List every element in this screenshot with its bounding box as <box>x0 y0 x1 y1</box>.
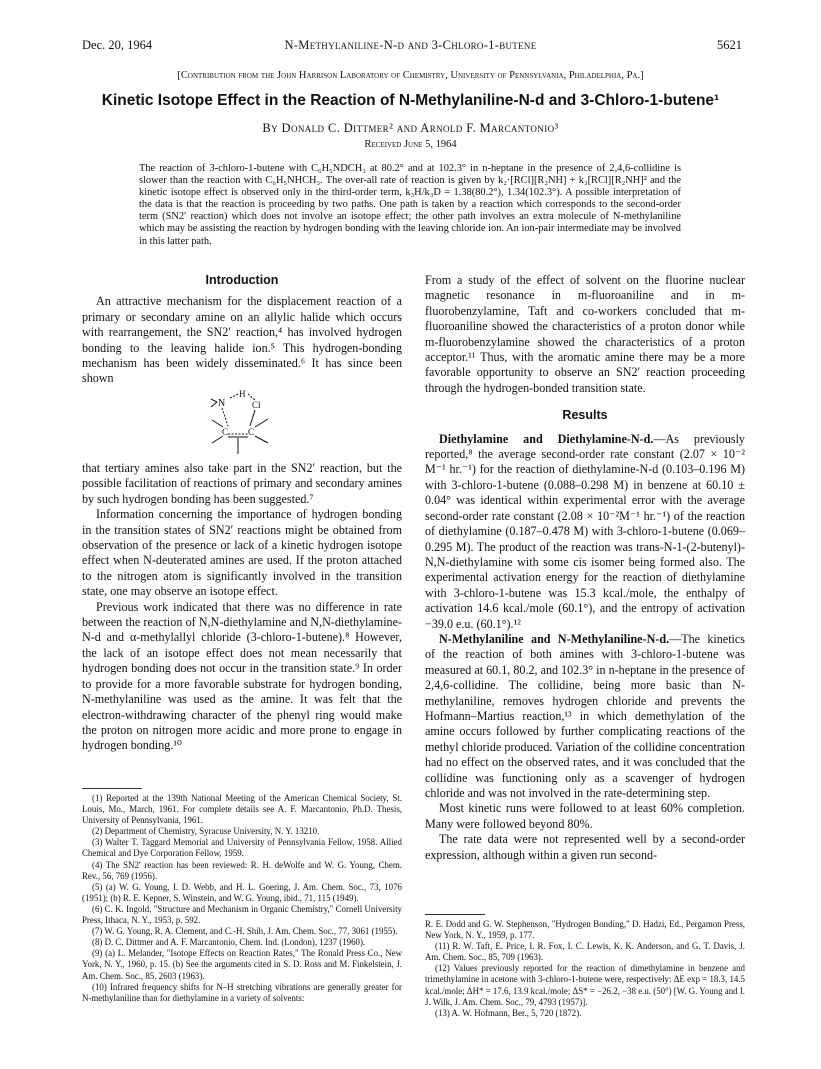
paragraph-continued: From a study of the effect of solvent on the fluorine nuclear magnetic resonance in m-fluoroaniline and in m-fluorobenzylamine, Taft and co-workers concluded that m-fluoroaniline showed the characteristics of a proton donor while m-fluorobenzylamine showed the characteristics of a proton acceptor.¹¹ Thus, with the aromatic amine there may be a more favorable opportunity to observe an SN2′ reaction proceeding through the hydrogen-bonded transition state. <box>425 273 745 395</box>
atom-label-cl: Cl <box>252 400 261 410</box>
footnote-7: (7) W. G. Young, R. A. Clement, and C.-H. Shih, J. Am. Chem. Soc., 77, 3061 (1955). <box>92 926 398 937</box>
rate-data-paragraph: The rate data were not represented well by a second-order expression, although within a given run second- <box>425 832 745 862</box>
subheading-methylaniline: N-Methylaniline and N-Methylaniline-N-d. <box>439 631 670 646</box>
footnote-5: (5) (a) W. G. Young, I. D. Webb, and H. L. Goering, J. Am. Chem. Soc., 73, 1076 (1951); (b) R. E. Kepner, S. Winstein, and W. G. Young, ibid., 71, 115 (1949). <box>82 881 402 903</box>
intro-paragraph-1: An attractive mechanism for the displacement reaction of a primary or secondary amine on an allylic halide which occurs with rearrangement, the SN2′ reaction,⁴ has involved hydrogen bonding to the leaving halide ion.⁵ This hydrogen-bonding mechanism has been widely disseminated.⁶ It has since been shown <box>82 294 402 386</box>
kinetic-runs-paragraph: Most kinetic runs were followed to at least 60% completion. Many were followed beyond 80%. <box>425 801 745 831</box>
running-header-date: Dec. 20, 1964 <box>82 38 153 52</box>
atom-label-n: N <box>218 398 226 409</box>
footnote-12: (12) Values previously reported for the reaction of dimethylamine in benzene and trimethylamine in acetone with 3-chloro-1-butene were, respectively: ΔE exp = 18.3, 14.5 kcal./mole; ΔH* = 17.6, 13.9 kcal./mole; ΔS* = −26.2, −38 e.u. (50°) [W. G. Young and I. J. Wilk, J. Am. Chem. Soc., 79, 4793 (1957)]. <box>425 963 745 1007</box>
results-methylaniline <box>425 632 745 801</box>
footnote-3: (3) Walter T. Taggard Memorial and University of Pennsylvania Fellow, 1958. Allied Chemical and Dye Corporation Fellow, 1959. <box>82 837 402 859</box>
intro-paragraph-2: Information concerning the importance of hydrogen bonding in the transition states of SN2′ reactions might be obtained from observation of the presence or lack of a kinetic hydrogen isotope effect when N-deuterated amines are used. If the proton attached to the nitrogen atom is significantly involved in the transition state, one may observe an isotope effect. <box>82 507 402 599</box>
right-column-body <box>425 273 745 863</box>
left-column-top <box>82 273 402 387</box>
intro-paragraph-1-continued: that tertiary amines also take part in the SN2′ reaction, but the possible facilitation of reactions of primary and secondary amines by such hydrogen bonding has been suggested.⁷ <box>82 461 402 506</box>
footnote-rule-left <box>82 788 142 789</box>
results-diethylamine <box>425 432 745 632</box>
author-line: By Donald C. Dittmer² and Arnold F. Marcantonio³ <box>262 121 559 135</box>
page-number: 5621 <box>717 38 742 52</box>
footnote-1: (1) Reported at the 139th National Meeting of the American Chemical Society, St. Louis, Mo., March, 1961. For complete details see A. F. Marcantonio, Ph.D. Thesis, University of Pennsylvania, 1961. <box>82 793 402 826</box>
atom-label-c1: C <box>222 427 229 437</box>
footnote-11: (11) R. W. Taft, E. Price, I. R. Fox, I. C. Lewis, K. K. Anderson, and G. T. Davis, J. Am. Chem. Soc., 85, 709 (1963). <box>425 941 745 963</box>
footnote-6: (6) C. K. Ingold, "Structure and Mechanism in Organic Chemistry," Cornell University Press, Ithaca, N. Y., 1953, p. 592. <box>82 903 402 926</box>
article-title: Kinetic Isotope Effect in the Reaction of N-Methylaniline-N-d and 3-Chloro-1-butene¹ <box>101 92 720 109</box>
received-date: Received June 5, 1964 <box>364 139 457 150</box>
section-heading-results: Results <box>562 408 608 423</box>
transition-state-structure <box>208 388 278 458</box>
atom-label-c2: C <box>248 427 255 437</box>
running-header-title: N-Methylaniline-N-d and 3-Chloro-1-butene <box>284 38 537 52</box>
footnote-13: (13) A. W. Hofmann, Ber., 5, 720 (1872). <box>435 1007 582 1018</box>
footnote-8: (8) D. C. Dittmer and A. F. Marcantonio, Chem. Ind. (London), 1237 (1960). <box>92 937 366 948</box>
methylaniline-text: —The kinetics of the reaction of both amines with 3-chloro-1-butene was measured at 60.1, 80.2, and 102.3° in n-heptane in the presence of 2,4,6-collidine. The collidine, being more basic than N-methylaniline, removes hydrogen chloride and prevents the Hofmann–Martius reaction,¹³ in which demethylation of the amine occurs followed by further complicating reactions of the methyl chloride produced. Variation of the collidine concentration had no effect on the observed rates, and it was concluded that the collidine was functioning only as a scavenger of hydrogen chloride and was not involved in the rate-determining step. <box>425 631 745 800</box>
footnote-10-continued: R. E. Dodd and G. W. Stephenson, "Hydrogen Bonding," D. Hadzi, Ed., Pergamon Press, New York, N. Y., 1959, p. 177. <box>425 919 745 941</box>
right-footnotes <box>425 919 745 1019</box>
abstract: The reaction of 3-chloro-1-butene with C₆H₅NDCH₃ at 80.2° and at 102.3° in n-heptane in the presence of 2,4,6-collidine is slower than the reaction with C₆H₅NHCH₃. The over-all rate of reaction is given by k₂·[RCl][R₂NH] + k₃[RCl][R₂NH]² and the kinetic isotope effect is observed only in the third-order term, k₃H/k₃D = 1.38(80.2°), 1.34(102.3°). A possible interpretation of the data is that the reaction is proceeding by two paths. One path is taken by a reaction which corresponds to the second-order term (SN2′ reaction) which does not involve an isotope effect; the other path involves an extra molecule of N-methylaniline which may be assisting the reaction by hydrogen bonding with the leaving chloride ion. An ion-pair intermediate may be involved in this latter path. <box>139 163 681 247</box>
left-column-body <box>82 461 402 754</box>
subheading-diethylamine: Diethylamine and Diethylamine-N-d. <box>439 431 654 446</box>
footnote-9: (9) (a) L. Melander, "Isotope Effects on Reaction Rates," The Ronald Press Co., New York, N. Y., 1960, p. 15. (b) See the arguments cited in S. D. Ross and M. Finkelstein, J. Am. Chem. Soc., 85, 2603 (1963). <box>82 948 402 981</box>
diethylamine-text: —As previously reported,⁸ the average second-order rate constant (2.07 × 10⁻² M⁻¹ hr.⁻¹) for the reaction of diethylamine-N-d (0.103–0.196 M) with 3-chloro-1-butene (0.088–0.298 M) in benzene at 60.10 ± 0.04° was identical within experimental error with the average second-order rate constant (2.08 × 10⁻²M⁻¹ hr.⁻¹) of the reaction of diethylamine (0.187–0.478 M) with 3-chloro-1-butene (0.069–0.295 M). The product of the reaction was trans-N-1-(2-butenyl)-N,N-diethylamine with some cis isomer being formed also. The experimental activation energy for the reaction of diethylamine with 3-chloro-1-butene was 15.3 kcal./mole, the enthalpy of activation 14.6 kcal./mole (60.1°), and the entropy of activation −39.0 e.u. (60.1°).¹² <box>425 431 745 631</box>
left-footnotes <box>82 793 402 1004</box>
intro-paragraph-3: Previous work indicated that there was no difference in rate between the reaction of N,N-diethylamine and N,N-diethylamine-N-d and α-methylallyl chloride (3-chloro-1-butene).⁸ However, the lack of an isotope effect does not mean necessarily that hydrogen bonding does not occur in the transition state.⁹ In order to provide for a more favorable substrate for hydrogen bonding, N-methylaniline was used as the amine. It was felt that the electron-withdrawing character of the phenyl ring would make the proton on nitrogen more acidic and more prone to engage in hydrogen bonding.¹⁰ <box>82 599 402 753</box>
section-heading-introduction: Introduction <box>205 273 279 287</box>
footnote-4: (4) The SN2′ reaction has been reviewed: R. H. deWolfe and W. G. Young, Chem. Rev., 56, 769 (1956). <box>82 859 402 881</box>
footnote-10: (10) Infrared frequency shifts for N–H stretching vibrations are generally greater for N-methylaniline than for diethylamine in a variety of solvents: <box>82 981 402 1003</box>
footnote-rule-right <box>425 914 485 915</box>
footnote-2: (2) Department of Chemistry, Syracuse University, N. Y. 13210. <box>92 826 320 837</box>
atom-label-h: H <box>239 389 246 399</box>
contribution-line: [Contribution from the John Harrison Laboratory of Chemistry, University of Pennsylvania, Philadelphia, Pa.] <box>177 70 644 81</box>
